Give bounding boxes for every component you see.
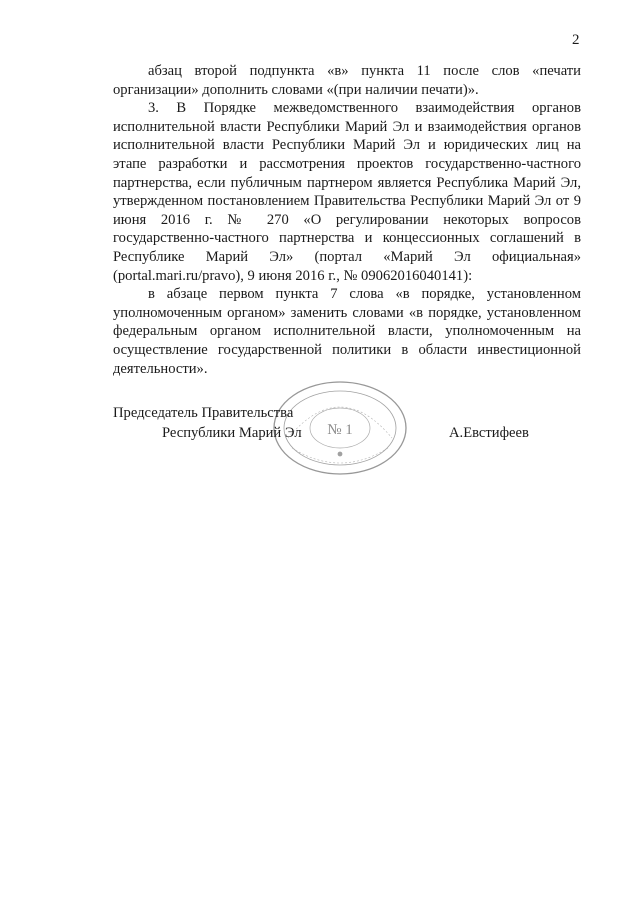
signatory-title-line-2: Республики Марий Эл bbox=[162, 425, 302, 441]
seal-number: № 1 bbox=[327, 422, 353, 438]
paragraph-2: 3. В Порядке межведомственного взаимодействия органов исполнительной власти Республики Марий Эл и взаимодействия органов исполнительной власти Республики Марий Эл и юридических лиц на этапе разработки и рассмотрения проектов государственно-частного партнерства, если публичным партнером является Республика Марий Эл, утвержденном постановлением Правительства Республики Марий Эл от 9 июня 2016 г. № 270 «О регулировании некоторых вопросов государственно-частного партнерства и концессионных соглашений в Республике Марий Эл» (портал «Марий Эл официальная» (portal.mari.ru/pravo), 9 июня 2016 г., № 09062016040141): bbox=[113, 100, 581, 284]
paragraph-3: в абзаце первом пункта 7 слова «в порядке, установленном уполномоченным органом» заменить словами «в порядке, установленном федеральным органом исполнительной власти, уполномоченным на осуществление государственной политики в области инвестиционной деятельности». bbox=[113, 286, 581, 377]
page-number: 2 bbox=[572, 32, 580, 48]
signatory-title-line-1: Председатель Правительства bbox=[113, 405, 294, 421]
paragraph-1: абзац второй подпункта «в» пункта 11 после слов «печати организации» дополнить словами «(при наличии печати)». bbox=[113, 63, 581, 98]
signatory-name: А.Евстифеев bbox=[449, 425, 529, 441]
